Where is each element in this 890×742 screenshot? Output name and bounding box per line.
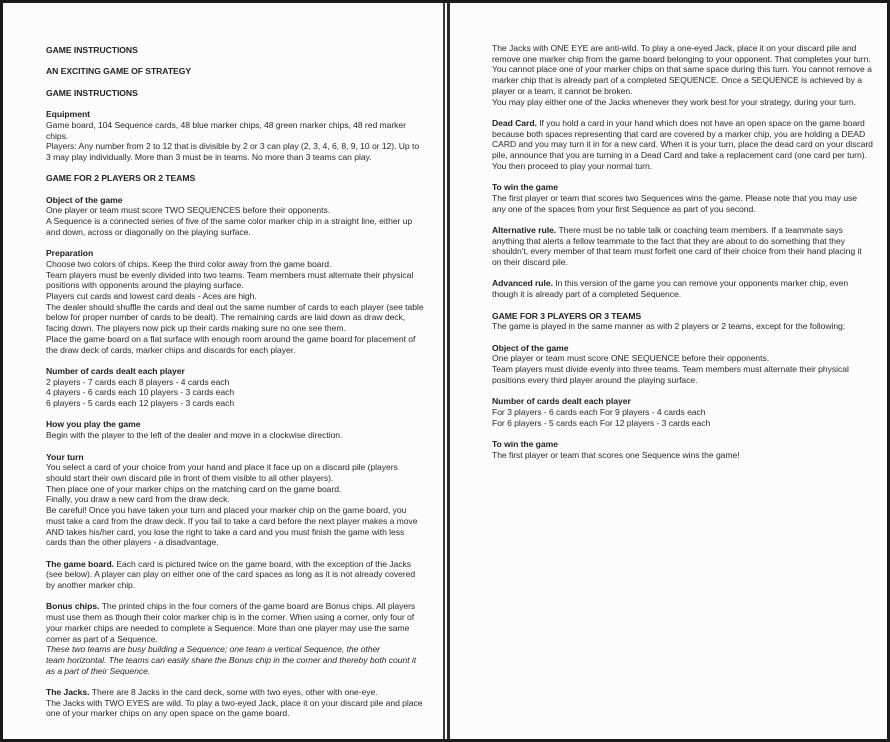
section-heading: To win the game <box>492 182 558 193</box>
paragraph: Be careful! Once you have taken your turn and placed your marker chip on the game board, you must take a card from the draw deck. If you fail to take a card before the next player makes a move AND takes his/her card, you lose the right to take a card and you must finish the game with less cards than the other players - a disadvantage. <box>46 505 418 548</box>
text-block <box>492 439 873 460</box>
paragraph: 6 players - 5 cards each 12 players - 3 cards each <box>46 398 235 409</box>
text-block <box>46 88 425 99</box>
section-heading: Preparation <box>46 248 94 259</box>
paragraph: Finally, you draw a new card from the draw deck. <box>46 494 230 505</box>
paragraph-lead: The game board. <box>46 558 117 569</box>
section-heading: Object of the game <box>492 342 569 353</box>
paragraph: The Jacks with TWO EYES are wild. To play a two-eyed Jack, place it on your discard pile and place one of your marker chips on any open space on the game board. <box>46 697 423 719</box>
paragraph: One player or team must score ONE SEQUENCE before their opponents. <box>492 353 770 364</box>
paragraph: Place the game board on a flat surface with enough room around the game board for placement of the draw deck of cards, marker chips and discards for each player. <box>46 333 416 355</box>
section-heading: How you play the game <box>46 419 141 430</box>
paragraph-lead: Bonus chips. <box>46 601 102 612</box>
paragraph: One player or team must score TWO SEQUENCES before their opponents. <box>46 205 331 216</box>
text-block <box>492 225 873 268</box>
section-heading: GAME FOR 2 PLAYERS OR 2 TEAMS <box>46 173 196 184</box>
text-block <box>46 559 425 591</box>
text-block <box>492 43 873 107</box>
section-heading: GAME FOR 3 PLAYERS OR 3 TEAMS <box>492 310 642 321</box>
paragraph: You select a card of your choice from your hand and place it face up on a discard pile (players should start their own discard pile in front of them visible to all other players). <box>46 462 398 483</box>
paragraph: Team players must divide evenly into three teams. Team members must alternate their physical positions every third player around the playing surface. <box>492 364 849 385</box>
text-block <box>46 601 425 676</box>
paragraph-lead: Dead Card. <box>492 117 540 128</box>
section-heading: Object of the game <box>46 194 123 205</box>
paragraph: Advanced rule. In this version of the game you can remove your opponents marker chip, even though it is already part of a completed Sequence. <box>492 278 849 300</box>
text-block <box>46 195 425 238</box>
section-heading: Your turn <box>46 451 84 462</box>
section-heading: GAME INSTRUCTIONS <box>46 45 138 55</box>
paragraph: Game board, 104 Sequence cards, 48 blue marker chips, 48 green marker chips, 48 red marker chips. <box>46 119 406 141</box>
page-left <box>3 3 443 739</box>
paragraph: For 6 players - 5 cards each For 12 players - 3 cards each <box>492 417 711 428</box>
paragraph: The game board. Each card is pictured twice on the game board, with the exception of the Jacks (see below). A player can play on either one of the card spaces as long as it is not already covered by another marker chip. <box>46 558 416 590</box>
section-heading: Equipment <box>46 109 90 120</box>
paragraph: Choose two colors of chips. Keep the third color away from the game board. <box>46 258 332 269</box>
paragraph: The game is played in the same manner as with 2 players or 2 teams, except for the following: <box>492 321 846 332</box>
paragraph: For 3 players - 6 cards each For 9 players - 4 cards each <box>492 406 706 417</box>
paragraph: Alternative rule. There must be no table talk or coaching team members. If a teammate says anything that alerts a fellow teammate to the fact that they are about to do something that they shouldn't, every member of that team must forfeit one card of their choice from their hand placing it on their discard pile. <box>492 224 862 268</box>
text-block <box>46 248 425 355</box>
paragraph: You may play either one of the Jacks whenever they work best for your strategy, during your turn. <box>492 96 856 107</box>
text-block <box>492 343 873 386</box>
paragraph: Players cut cards and lowest card deals - Aces are high. <box>46 291 257 302</box>
section-heading: AN EXCITING GAME OF STRATEGY <box>46 66 192 77</box>
paragraph: The Jacks. There are 8 Jacks in the card deck, some with two eyes, other with one-eye. <box>46 687 378 697</box>
paragraph-lead: Advanced rule. <box>492 278 556 289</box>
section-heading: Number of cards dealt each player <box>46 365 185 376</box>
section-heading: GAME INSTRUCTIONS <box>46 87 138 98</box>
paragraph: The dealer should shuffle the cards and deal out the same number of cards to each player (see table below for proper number of cards to be dealt). The remaining cards are laid down as draw deck, facing down. The players now pick up their cards making sure no one see them. <box>46 301 424 334</box>
text-block <box>492 311 873 332</box>
paragraph: Bonus chips. The printed chips in the four corners of the game board are Bonus chips. All players must use them as though their color marker chip is in the corner. When using a corner, only four of your marker chips are needed to complete a Sequence. More than one player may use the same corner as part of a Sequence. <box>46 601 416 644</box>
text-block <box>492 182 873 214</box>
text-block <box>492 396 873 428</box>
text-block <box>46 45 425 56</box>
text-block <box>492 278 873 299</box>
section-heading: To win the game <box>492 438 558 449</box>
paragraph: Dead Card. If you hold a card in your hand which does not have an open space on the game board because both spaces representing that card are covered by a marker chip, you are holding a DEAD CARD and you may turn it in for a new card. When it is your turn, place the dead card on your discard pile, announce that you are turning in a Dead Card and take a replacement card (one card per turn). You then proceed to play your normal turn. <box>492 117 873 171</box>
page-right <box>450 3 887 739</box>
paragraph-lead: The Jacks. <box>46 687 92 697</box>
paragraph: 2 players - 7 cards each 8 players - 4 cards each <box>46 376 230 387</box>
paragraph: Begin with the player to the left of the dealer and move in a clockwise direction. <box>46 430 343 441</box>
text-block <box>46 173 425 184</box>
text-block <box>46 419 425 440</box>
italic-paragraph: These two teams are busy building a Sequence; one team a vertical Sequence, the other <box>46 644 380 655</box>
italic-paragraph: team horizontal. The teams can easily share the Bonus chip in the corner and thereby both count it as a part of their Sequence. <box>46 654 417 676</box>
paragraph: The Jacks with ONE EYE are anti-wild. To play a one-eyed Jack, place it on your discard pile and remove one marker chip from the game board belonging to your opponent. That completes your turn. You cannot place one of your marker chips on that same space during this turn. You cannot remove a marker chip that is already part of a completed SEQUENCE. Once a SEQUENCE is achieved by a player or a team, it cannot be broken. <box>492 43 872 96</box>
paragraph: Team players must be evenly divided into two teams. Team members must alternate their physical positions with opponents around the playing surface. <box>46 269 414 291</box>
paragraph: Players: Any number from 2 to 12 that is divisible by 2 or 3 can play (2, 3, 4, 6, 8, 9, 10 or 12). Up to 3 may play individually. More than 3 must be in teams. No more than 3 teams can play. <box>46 141 420 162</box>
paragraph: 4 players - 6 cards each 10 players - 3 cards each <box>46 387 235 398</box>
paragraph-lead: Alternative rule. <box>492 224 559 235</box>
paragraph: The first player or team that scores one Sequence wins the game! <box>492 449 740 460</box>
text-block <box>46 109 425 163</box>
section-heading: Number of cards dealt each player <box>492 396 631 407</box>
text-block <box>46 687 425 719</box>
paragraph: The first player or team that scores two Sequences wins the game. Please note that you may use any one of the spaces from your first Sequence as part of you second. <box>492 192 858 214</box>
paragraph: A Sequence is a connected series of five of the same color marker chip in a straight line, either up and down, across or diagonally on the playing surface. <box>46 216 413 237</box>
text-block <box>492 118 873 172</box>
text-block <box>46 66 425 77</box>
text-block <box>46 366 425 409</box>
paragraph: Then place one of your marker chips on the matching card on the game board. <box>46 483 342 494</box>
page-divider <box>443 3 450 739</box>
text-block <box>46 452 425 548</box>
